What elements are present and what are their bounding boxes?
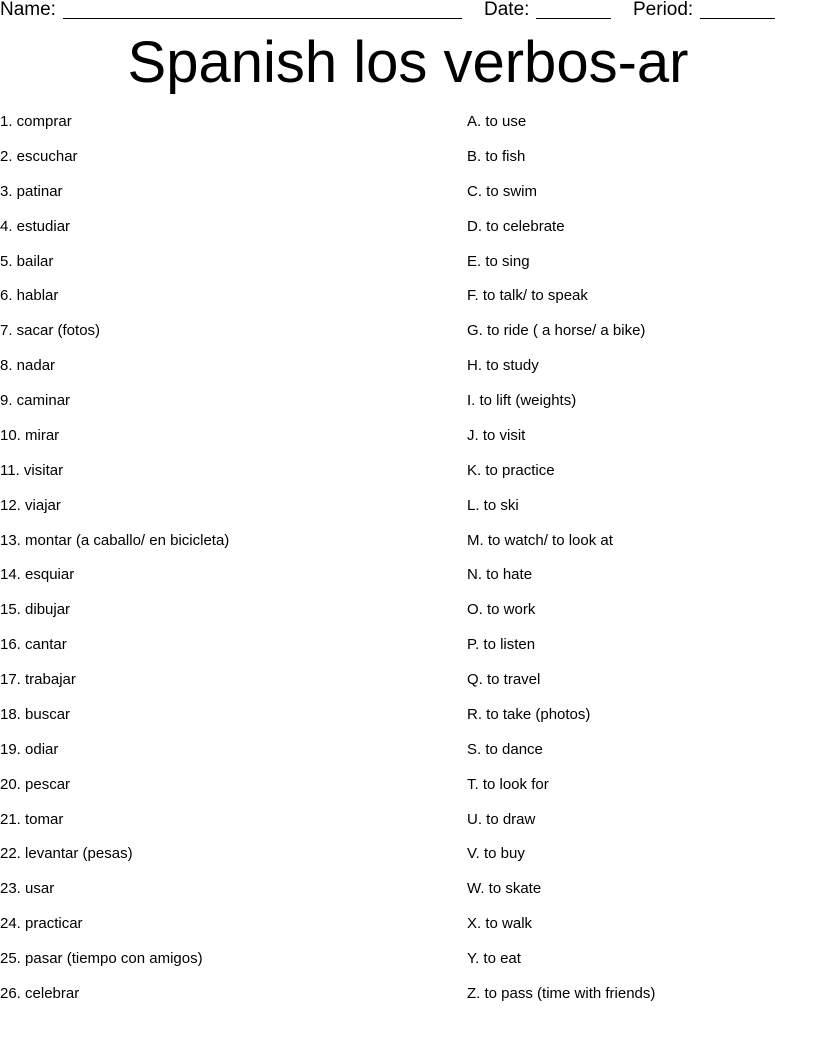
term-item: 23. usar: [0, 880, 55, 898]
term-item: 18. buscar: [0, 705, 71, 723]
definition-item: U. to draw: [467, 810, 536, 828]
term-item: 7. sacar (fotos): [0, 322, 101, 340]
worksheet-header: [0, 0, 816, 22]
term-item: 11. visitar: [0, 461, 64, 479]
definition-item: L. to ski: [467, 496, 519, 514]
date-blank-line[interactable]: [536, 18, 611, 19]
term-item: 14. esquiar: [0, 566, 75, 584]
term-item: 2. escuchar: [0, 147, 78, 165]
page-title: Spanish los verbos-ar: [127, 30, 689, 95]
terms-list: [0, 112, 440, 1019]
definition-item: W. to skate: [467, 880, 542, 898]
definition-item: I. to lift (weights): [467, 392, 577, 409]
definition-item: C. to swim: [467, 182, 538, 200]
term-item: 10. mirar: [0, 426, 60, 444]
definition-item: G. to ride ( a horse/ a bike): [467, 322, 646, 340]
term-item: 5. bailar: [0, 252, 54, 270]
period-blank-line[interactable]: [700, 18, 775, 19]
term-item: 3. patinar: [0, 182, 63, 200]
name-blank-line[interactable]: [63, 18, 462, 19]
definition-item: P. to listen: [467, 636, 536, 654]
definition-item: J. to visit: [467, 426, 526, 444]
term-item: 20. pescar: [0, 775, 71, 793]
term-item: 21. tomar: [0, 810, 64, 828]
term-item: 9. caminar: [0, 392, 71, 409]
definition-item: T. to look for: [467, 775, 549, 793]
term-item: 8. nadar: [0, 357, 56, 375]
term-item: 25. pasar (tiempo con amigos): [0, 950, 203, 967]
term-item: 15. dibujar: [0, 601, 71, 619]
term-item: 26. celebrar: [0, 984, 80, 1002]
definition-item: X. to walk: [467, 915, 533, 933]
term-item: 17. trabajar: [0, 671, 76, 688]
definition-item: A. to use: [467, 113, 527, 130]
definition-item: N. to hate: [467, 566, 533, 584]
definition-item: H. to study: [467, 357, 539, 375]
name-label: Name:: [0, 0, 56, 20]
term-item: 19. odiar: [0, 740, 59, 758]
definition-item: V. to buy: [467, 845, 525, 863]
definition-item: F. to talk/ to speak: [467, 287, 588, 305]
term-item: 24. practicar: [0, 915, 83, 933]
definitions-list: [467, 112, 807, 1019]
definition-item: D. to celebrate: [467, 217, 565, 235]
definition-item: Y. to eat: [467, 950, 521, 967]
definition-item: Q. to travel: [467, 671, 541, 688]
definition-item: M. to watch/ to look at: [467, 531, 613, 549]
term-item: 13. montar (a caballo/ en bicicleta): [0, 531, 230, 549]
definition-item: K. to practice: [467, 461, 555, 479]
term-item: 6. hablar: [0, 287, 59, 305]
definition-item: B. to fish: [467, 147, 526, 165]
definition-item: O. to work: [467, 601, 536, 619]
definition-item: S. to dance: [467, 740, 543, 758]
period-label: Period:: [633, 0, 694, 20]
term-item: 4. estudiar: [0, 217, 71, 235]
definition-item: Z. to pass (time with friends): [467, 984, 656, 1002]
term-item: 1. comprar: [0, 113, 72, 130]
term-item: 22. levantar (pesas): [0, 845, 133, 863]
definition-item: E. to sing: [467, 252, 530, 270]
term-item: 12. viajar: [0, 496, 61, 514]
date-label: Date:: [484, 0, 530, 20]
term-item: 16. cantar: [0, 636, 67, 654]
definition-item: R. to take (photos): [467, 705, 591, 723]
